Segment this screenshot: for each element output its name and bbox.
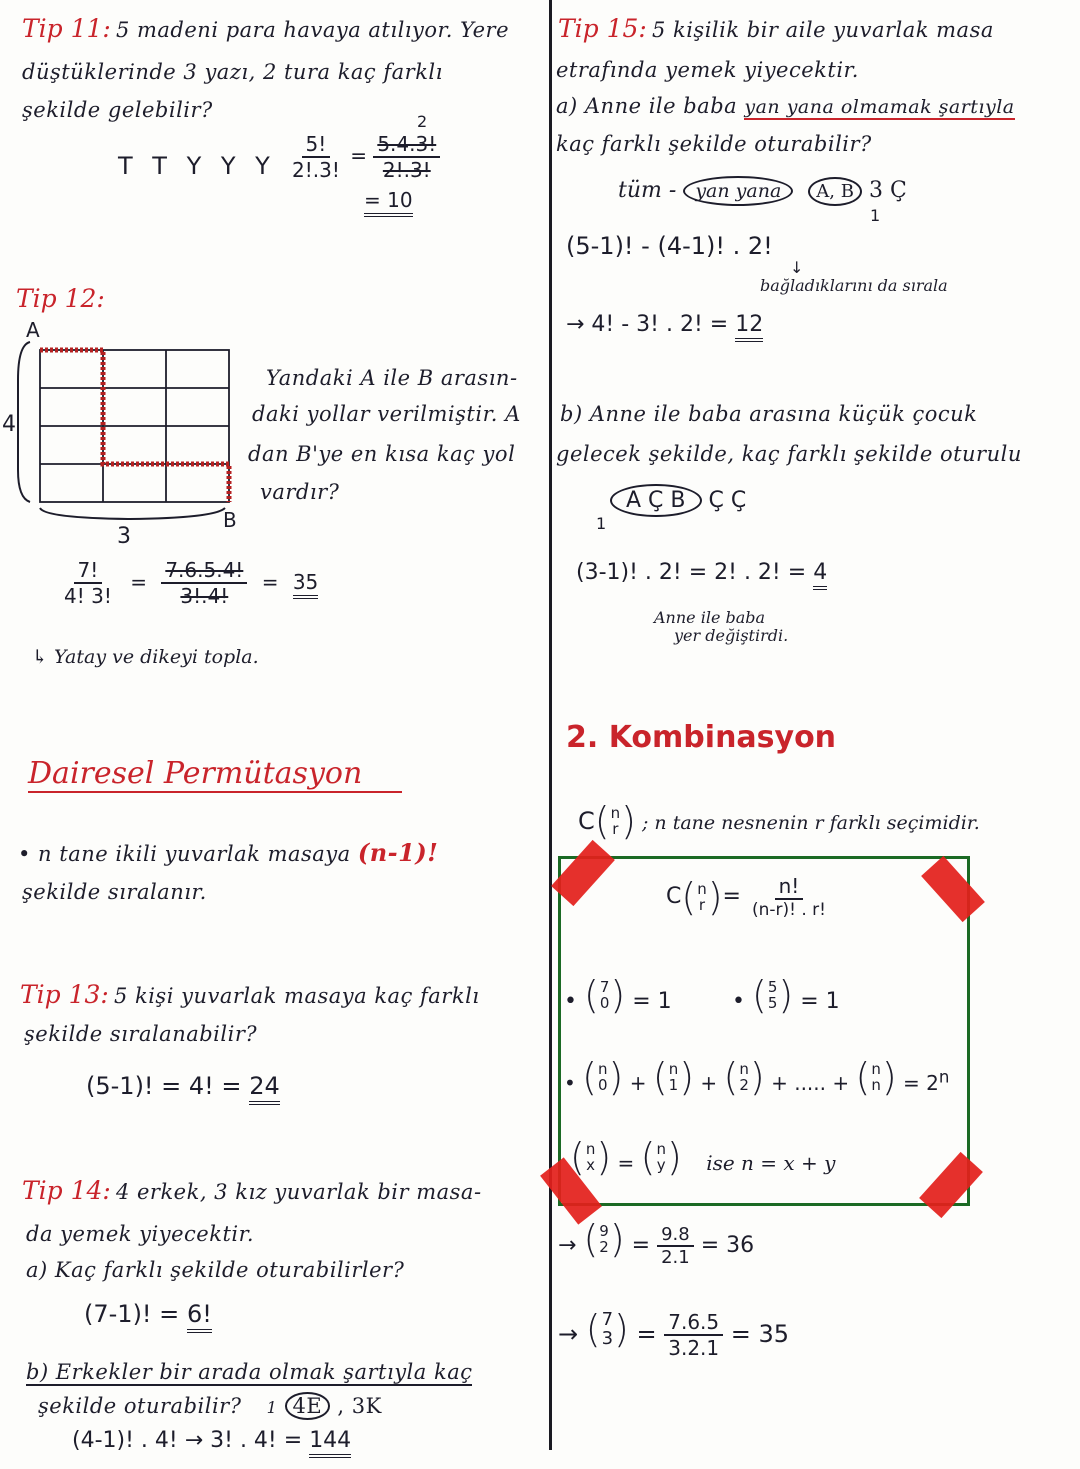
tip11-block bbox=[22, 14, 509, 43]
tip14-part-a-work: (7-1)! = bbox=[84, 1300, 180, 1328]
kombinasyon-formula-lhs: C ( n r ) = bbox=[666, 874, 741, 919]
tip15-part-a-hint-left: tüm - bbox=[618, 178, 677, 203]
ex2-result: = 35 bbox=[730, 1320, 790, 1348]
kombinasyon-rule3: • ( n 0 ) + ( n 1 ) + ( n 2 ) + ..... + ( n n ) = $2^n$ bbox=[564, 1055, 950, 1099]
kombinasyon-formula-den: (n-r)! . r! bbox=[751, 900, 826, 920]
tip14-part-a-text: a) Kaç farklı şekilde oturabilirler? bbox=[26, 1258, 405, 1282]
tip11-question-line2: düştüklerinde 3 yazı, 2 tura kaç farklı bbox=[22, 60, 443, 84]
tip11-question-line3: şekilde gelebilir? bbox=[22, 98, 213, 122]
tip14-block bbox=[22, 1176, 482, 1205]
kombinasyon-example1: → ( 9 2 ) = $\frac{9.8}{2.1}$ = 36 bbox=[558, 1217, 755, 1268]
tip14-part-b-line2-group bbox=[38, 1392, 382, 1420]
ex1-bottom: 2 bbox=[599, 1238, 609, 1256]
tip15-part-a-arrow: ↓ bbox=[790, 258, 804, 277]
tip11-frac2-num: 5.4.3! bbox=[373, 132, 440, 158]
rule2-rhs: = 1 bbox=[800, 989, 840, 1014]
tip12-question-line1: Yandaki A ile B arasın- bbox=[266, 366, 518, 390]
tip12-fraction bbox=[60, 558, 116, 608]
kombinasyon-rule1: • ( 7 0 ) = 1 bbox=[564, 973, 672, 1017]
rule3-exponent: n bbox=[938, 1067, 950, 1087]
tip14-part-b-line2: şekilde oturabilir? bbox=[38, 1394, 242, 1418]
tip12-frac2-den: 3!.4! bbox=[180, 584, 229, 608]
tip15-part-a-prefix: a) Anne ile baba bbox=[556, 94, 738, 118]
kombinasyon-formula-fraction bbox=[748, 874, 830, 920]
tip14-part-b-group-count: 1 bbox=[266, 1398, 278, 1417]
tip12-side-vertical: 4 bbox=[2, 412, 16, 437]
tip14-question-line2: da yemek yiyecektir. bbox=[26, 1222, 255, 1246]
tip13-question-line1: 5 kişi yuvarlak masaya kaç farklı bbox=[113, 984, 480, 1008]
kombinasyon-rule4: ( n x ) = ( n y ) ise n = x + y bbox=[570, 1135, 836, 1179]
tip14-part-b-line1: b) Erkekler bir arada olmak şartıyla kaç bbox=[26, 1360, 473, 1384]
tip14-part-b-rest: , 3K bbox=[337, 1394, 382, 1418]
tip15-part-b-line2: gelecek şekilde, kaç farklı şekilde oturulu bbox=[556, 442, 1022, 466]
tip12-grid-lines bbox=[40, 350, 229, 502]
tip12-note: ↳ Yatay ve dikeyi topla. bbox=[32, 646, 259, 668]
tip11-question-line1: 5 madeni para havaya atılıyor. Yere bbox=[115, 18, 510, 42]
tip15-part-a-result: 12 bbox=[735, 312, 763, 342]
tip12-eq2: = bbox=[261, 569, 279, 594]
tip11-result: = 10 bbox=[364, 188, 413, 212]
tip11-fraction bbox=[288, 132, 344, 182]
tip11-sequence: T T Y Y Y bbox=[118, 152, 276, 180]
tip12-frac-num: 7! bbox=[74, 558, 103, 584]
tip12-point-b: B bbox=[223, 508, 237, 532]
rule4-eq: = bbox=[617, 1151, 635, 1175]
tip13-question-line2: şekilde sıralanabilir? bbox=[24, 1022, 258, 1046]
tip11-label: Tip 11: bbox=[22, 14, 111, 43]
dairesel-rule-formula: (n-1)! bbox=[357, 838, 439, 867]
tip15-question-line2: etrafında yemek yiyecektir. bbox=[556, 58, 859, 82]
tip12-question-line3: dan B'ye en kısa kaç yol bbox=[248, 442, 516, 466]
tip13-label: Tip 13: bbox=[20, 980, 109, 1009]
tip15-label: Tip 15: bbox=[558, 14, 647, 43]
tip12-vertical-brace bbox=[18, 342, 30, 502]
ex2-bottom: 3 bbox=[601, 1328, 614, 1349]
ex2-num: 7.6.5 bbox=[664, 1310, 723, 1336]
tip15-part-b-work: (3-1)! . 2! = 2! . 2! = bbox=[576, 560, 807, 585]
tip14-part-b-work: (4-1)! . 4! → 3! . 4! = bbox=[72, 1428, 303, 1453]
tip15-part-b-line1: b) Anne ile baba arasına küçük çocuk bbox=[560, 402, 978, 426]
ex2-den: 3.2.1 bbox=[668, 1336, 720, 1360]
tip12-horizontal-brace bbox=[40, 508, 225, 519]
kombinasyon-def-text: ; n tane nesnenin r farklı seçimidir. bbox=[641, 812, 980, 834]
tip13-work: (5-1)! = 4! = bbox=[86, 1072, 242, 1100]
tip14-label: Tip 14: bbox=[22, 1176, 111, 1205]
tip15-part-a-line1 bbox=[556, 94, 1015, 118]
tip15-part-a-line2: kaç farklı şekilde oturabilir? bbox=[556, 132, 872, 156]
tip15-part-b-group-count: 1 bbox=[596, 514, 607, 533]
tip12-fraction2 bbox=[161, 558, 247, 608]
tip15-question-line1: 5 kişilik bir aile yuvarlak masa bbox=[651, 18, 994, 42]
tip14-part-a-result: 6! bbox=[187, 1300, 212, 1333]
tip15-part-b-group: A Ç B bbox=[610, 484, 702, 517]
tip11-frac-den: 2!.3! bbox=[292, 158, 340, 182]
kombinasyon-def-symbol: C ( n r ) bbox=[578, 799, 636, 843]
kombinasyon-example2: → ( 7 3 ) = $\frac{7.6.5}{3.2.1}$ = 35 bbox=[558, 1307, 790, 1360]
tip15-part-a-condition: yan yana olmamak şartıyla bbox=[744, 96, 1015, 118]
tip11-frac-num: 5! bbox=[302, 132, 331, 158]
tip15-block bbox=[558, 14, 994, 43]
dairesel-rule-line2: şekilde sıralanır. bbox=[22, 880, 207, 904]
ex1-den: 2.1 bbox=[661, 1247, 690, 1268]
column-divider bbox=[549, 0, 552, 1450]
kombinasyon-rule2: • ( 5 5 ) = 1 bbox=[732, 973, 840, 1017]
tip12-question-line2: daki yollar verilmiştir. A bbox=[252, 402, 521, 426]
tip12-frac-den: 4! 3! bbox=[64, 584, 112, 608]
tip15-part-a-note: bağladıklarını da sırala bbox=[760, 276, 948, 295]
tip13-result: 24 bbox=[249, 1072, 280, 1105]
rule2-top: 5 bbox=[767, 978, 778, 996]
tip12-calculation bbox=[60, 558, 318, 608]
tip15-part-a-rest: 3 Ç bbox=[868, 178, 907, 203]
dairesel-rule-line1: • n tane ikili yuvarlak masaya bbox=[18, 842, 351, 866]
tip12-frac2-num: 7.6.5.4! bbox=[161, 558, 247, 584]
dairesel-rule bbox=[18, 838, 438, 867]
rule4-text: ise n = x + y bbox=[706, 1151, 836, 1175]
tip15-part-a-hint-circle: yan yana bbox=[683, 176, 793, 206]
rule1-bottom: 0 bbox=[599, 994, 610, 1012]
dairesel-heading: Dairesel Permütasyon bbox=[28, 756, 402, 793]
ex1-top: 9 bbox=[599, 1222, 609, 1240]
tip12-eq: = bbox=[130, 569, 147, 594]
tip11-fraction2 bbox=[373, 132, 440, 182]
tip12-side-horizontal: 3 bbox=[117, 524, 131, 549]
tip15-part-b-grouping bbox=[610, 484, 746, 517]
ex2-top: 7 bbox=[601, 1309, 614, 1330]
tip14-part-b-result: 144 bbox=[309, 1428, 351, 1458]
tip12-result: 35 bbox=[293, 570, 318, 599]
ex1-num: 9.8 bbox=[657, 1224, 694, 1247]
tip15-part-a-final-line bbox=[566, 312, 763, 337]
kombinasyon-definition bbox=[578, 799, 980, 843]
tip14-part-b-group: 4E bbox=[285, 1392, 331, 1420]
tip15-part-a-hint bbox=[618, 176, 907, 206]
kombinasyon-heading: 2. Kombinasyon bbox=[566, 720, 837, 755]
kombinasyon-formula-num: n! bbox=[775, 874, 804, 900]
tip14-question-line1: 4 erkek, 3 kız yuvarlak bir masa- bbox=[115, 1180, 482, 1204]
tip12-grid-diagram bbox=[0, 320, 250, 530]
tip15-part-b-note-line2: yer değiştirdi. bbox=[674, 626, 789, 645]
tip15-part-a-group: A, B bbox=[808, 177, 862, 206]
tip15-part-b-work-line bbox=[576, 560, 827, 585]
rule3-rhs: = 2 bbox=[903, 1071, 939, 1095]
tip15-part-b-note-line1: Anne ile baba bbox=[654, 608, 766, 627]
kombinasyon-formula bbox=[666, 874, 830, 920]
tip12-question-line4: vardır? bbox=[260, 480, 340, 504]
tip15-part-b-result: 4 bbox=[813, 560, 827, 590]
tip11-eq: = bbox=[350, 143, 367, 168]
tip14-part-a-work-line bbox=[84, 1300, 212, 1328]
tip13-block bbox=[20, 980, 480, 1009]
tip13-work-line bbox=[86, 1072, 280, 1100]
tip14-part-b-work-line bbox=[72, 1428, 351, 1453]
rule1-rhs: = 1 bbox=[632, 989, 672, 1014]
tip11-frac2-den: 2!.3! bbox=[382, 158, 431, 182]
tip15-part-b-rest: Ç Ç bbox=[708, 488, 747, 513]
rule1-top: 7 bbox=[599, 978, 610, 996]
rule2-bottom: 5 bbox=[767, 994, 778, 1012]
tip15-part-a-work: (5-1)! - (4-1)! . 2! bbox=[566, 232, 773, 260]
tip11-cancel-mark: 2 bbox=[417, 112, 428, 131]
ex1-result: = 36 bbox=[700, 1233, 755, 1258]
tip11-fraction-group bbox=[288, 132, 440, 182]
tip12-point-a: A bbox=[26, 318, 40, 342]
tip12-label: Tip 12: bbox=[16, 284, 105, 313]
tip15-part-a-group-count: 1 bbox=[870, 206, 881, 225]
rule3-dots: + ..... + bbox=[771, 1071, 850, 1095]
tip15-part-a-final: → 4! - 3! . 2! = bbox=[566, 312, 729, 337]
